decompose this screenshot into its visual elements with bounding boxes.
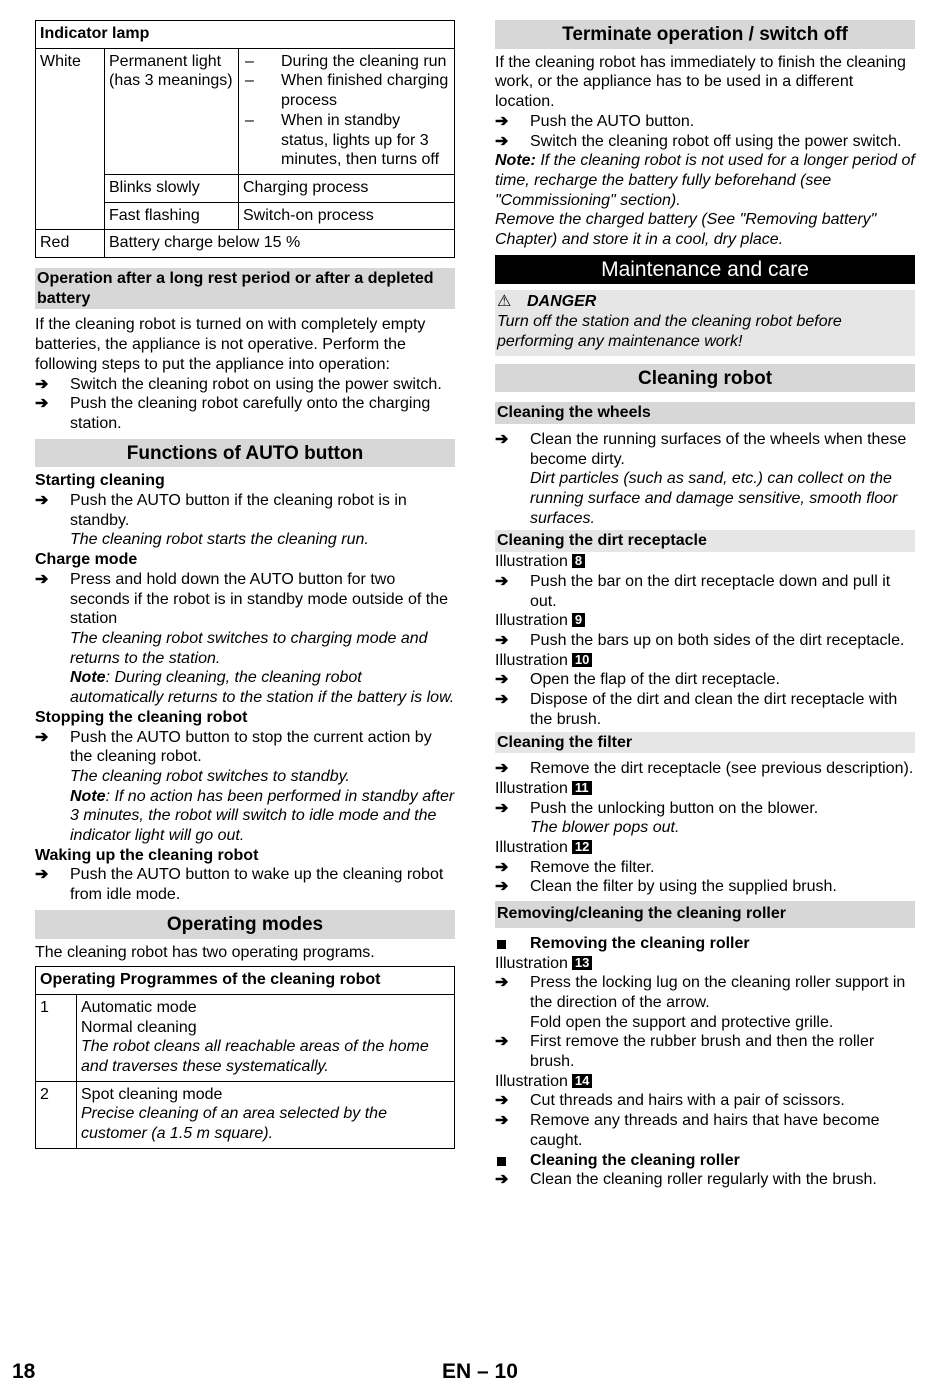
- meaning-item: – When in standby status, lights up for 3 minutes, then turns off: [245, 111, 440, 169]
- list-item: ➔ Push the AUTO button.: [495, 112, 695, 130]
- illustration-12: Illustration 12: [495, 838, 915, 858]
- arrow-icon: ➔: [495, 799, 509, 817]
- lamp-battery-low-cell: Battery charge below 15 %: [105, 230, 455, 258]
- lamp-blinks-slowly-cell: Blinks slowly: [105, 174, 239, 202]
- list-item: ➔ Clean the running surfaces of the wheels when these become dirty. Dirt particles (such as sand, etc.) can collect on the running surface and damage sensitive, smooth floor surfaces.: [495, 430, 907, 527]
- modes-table-header: Operating Programmes of the cleaning robot: [36, 967, 455, 995]
- lamp-permanent-cell: Permanent light (has 3 meanings): [105, 48, 239, 174]
- left-column: [35, 20, 455, 1149]
- list-item: ➔ Remove any threads and hairs that have become caught.: [495, 1112, 880, 1149]
- list-item: ➔ Open the flap of the dirt receptacle.: [495, 671, 780, 689]
- list-item: ➔ Push the AUTO button if the cleaning robot is in standby. The cleaning robot starts the cleaning run.: [35, 492, 407, 549]
- cleaning-robot-heading: Cleaning robot: [495, 364, 915, 393]
- list-item: ➔ Push the AUTO button to stop the current action by the cleaning robot. The cleaning robot switches to standby. Note: If no action has been performed in standby after 3 minutes, the robot will switch to idle mode and the indicator light will go out.: [35, 728, 455, 845]
- list-item: ➔ Switch the cleaning robot off using the power switch.: [495, 132, 902, 150]
- arrow-icon: ➔: [495, 671, 509, 689]
- list-item: ➔ Push the cleaning robot carefully onto the charging station.: [35, 395, 431, 432]
- list-item: Removing the cleaning roller: [495, 934, 915, 954]
- arrow-icon: ➔: [495, 858, 509, 876]
- arrow-icon: ➔: [35, 570, 49, 588]
- lamp-red-cell: Red: [36, 230, 105, 258]
- waking-title: Waking up the cleaning robot: [35, 846, 259, 864]
- arrow-icon: ➔: [35, 492, 49, 510]
- illustration-14: Illustration 14: [495, 1072, 915, 1092]
- illustration-8: Illustration 8: [495, 552, 915, 572]
- filter-heading: Cleaning the filter: [495, 732, 915, 754]
- lamp-table-header: Indicator lamp: [36, 21, 455, 49]
- terminate-heading: Terminate operation / switch off: [495, 20, 915, 49]
- illustration-9: Illustration 9: [495, 611, 915, 631]
- arrow-icon: ➔: [35, 375, 49, 393]
- list-item: ➔ Remove the filter.: [495, 858, 655, 876]
- meaning-item: – When finished charging process: [245, 72, 449, 110]
- page-number: 18: [12, 1360, 36, 1383]
- terminate-note: Note: If the cleaning robot is not used for a longer period of time, recharge the battery fully beforehand (see "Commissioning" section).: [495, 152, 915, 209]
- square-bullet-icon: [497, 1157, 506, 1166]
- lamp-white-cell: White: [36, 48, 105, 230]
- list-item: ➔ Clean the cleaning roller regularly with the brush.: [495, 1171, 877, 1189]
- list-item: ➔ Press the locking lug on the cleaning roller support in the direction of the arrow. Fold open the support and protective grille.: [495, 974, 906, 1031]
- table-row: 2 Spot cleaning mode Precise cleaning of an area selected by the customer (a 1.5 m square).: [36, 1081, 455, 1148]
- illustration-10: Illustration 10: [495, 651, 915, 671]
- list-item: ➔ Push the AUTO button to wake up the cleaning robot from idle mode.: [35, 866, 444, 904]
- danger-box: [495, 290, 915, 355]
- arrow-icon: ➔: [495, 430, 509, 448]
- starting-cleaning-title: Starting cleaning: [35, 472, 165, 490]
- charge-mode-title: Charge mode: [35, 551, 138, 569]
- list-item: ➔ Push the bar on the dirt receptacle down and pull it out.: [495, 572, 891, 610]
- list-item: ➔ Press and hold down the AUTO button for two seconds if the robot is in standby mode outside of the station The cleaning robot switches to charging mode and returns to the station. Note: During cleaning, the cleaning robot automatically returns to the station if the battery is low.: [35, 570, 455, 707]
- rest-period-heading: Operation after a long rest period or after a depleted battery: [35, 268, 455, 309]
- table-row: 1 Automatic mode Normal cleaning The robot cleans all reachable areas of the home and traverses these systematically.: [36, 994, 455, 1081]
- operating-modes-heading: Operating modes: [35, 910, 455, 939]
- illustration-11: Illustration 11: [495, 779, 915, 799]
- maintenance-heading: Maintenance and care: [495, 255, 915, 285]
- arrow-icon: ➔: [35, 728, 49, 746]
- square-bullet-icon: [497, 940, 506, 949]
- arrow-icon: ➔: [495, 631, 509, 649]
- stopping-title: Stopping the cleaning robot: [35, 708, 248, 726]
- auto-button-heading: Functions of AUTO button: [35, 439, 455, 468]
- danger-text: Turn off the station and the cleaning robot before performing any maintenance work!: [497, 313, 842, 350]
- list-item: Cleaning the cleaning roller: [495, 1151, 915, 1171]
- list-item: ➔ Push the unlocking button on the blower. The blower pops out.: [495, 799, 819, 837]
- modes-table: [35, 966, 455, 1149]
- modes-intro: The cleaning robot has two operating programs.: [35, 943, 375, 961]
- arrow-icon: ➔: [495, 112, 509, 130]
- wheels-heading: Cleaning the wheels: [495, 402, 915, 424]
- arrow-icon: ➔: [495, 1033, 509, 1051]
- terminate-text: If the cleaning robot has immediately to finish the cleaning work, or the appliance has to be used in a different location.: [495, 53, 906, 111]
- arrow-icon: ➔: [495, 572, 509, 590]
- illustration-13: Illustration 13: [495, 954, 915, 974]
- list-item: ➔ Push the bars up on both sides of the dirt receptacle.: [495, 631, 905, 649]
- rest-period-text: If the cleaning robot is turned on with completely empty batteries, the appliance is not operative. Perform the following steps to put the appliance into operation:: [35, 316, 426, 373]
- warning-icon: ⚠: [497, 293, 512, 311]
- list-item: ➔ Cut threads and hairs with a pair of scissors.: [495, 1092, 845, 1110]
- terminate-remove: Remove the charged battery (See "Removing battery" Chapter) and store it in a cool, dry place.: [495, 211, 877, 249]
- arrow-icon: ➔: [495, 1171, 509, 1189]
- dirt-heading: Cleaning the dirt receptacle: [495, 530, 915, 552]
- indicator-lamp-table: [35, 20, 455, 258]
- meaning-item: – During the cleaning run: [245, 52, 447, 70]
- arrow-icon: ➔: [495, 974, 509, 992]
- list-item: ➔ First remove the rubber brush and then the roller brush.: [495, 1033, 875, 1071]
- list-item: ➔ Dispose of the dirt and clean the dirt receptacle with the brush.: [495, 691, 898, 728]
- list-item: ➔ Clean the filter by using the supplied brush.: [495, 878, 837, 896]
- right-column: [495, 20, 915, 1190]
- arrow-icon: ➔: [35, 866, 49, 884]
- arrow-icon: ➔: [35, 395, 49, 413]
- page-code: EN – 10: [442, 1360, 518, 1383]
- lamp-meanings-cell: [239, 48, 455, 174]
- lamp-charging-cell: Charging process: [239, 174, 455, 202]
- list-item: ➔ Switch the cleaning robot on using the power switch.: [35, 375, 442, 393]
- arrow-icon: ➔: [495, 132, 509, 150]
- lamp-fast-flashing-cell: Fast flashing: [105, 202, 239, 230]
- arrow-icon: ➔: [495, 1092, 509, 1110]
- arrow-icon: ➔: [495, 760, 509, 778]
- lamp-switch-on-cell: Switch-on process: [239, 202, 455, 230]
- roller-heading: Removing/cleaning the cleaning roller: [495, 901, 915, 928]
- arrow-icon: ➔: [495, 878, 509, 896]
- arrow-icon: ➔: [495, 691, 509, 709]
- danger-label: DANGER: [527, 293, 597, 311]
- arrow-icon: ➔: [495, 1112, 509, 1130]
- list-item: ➔ Remove the dirt receptacle (see previous description).: [495, 760, 914, 778]
